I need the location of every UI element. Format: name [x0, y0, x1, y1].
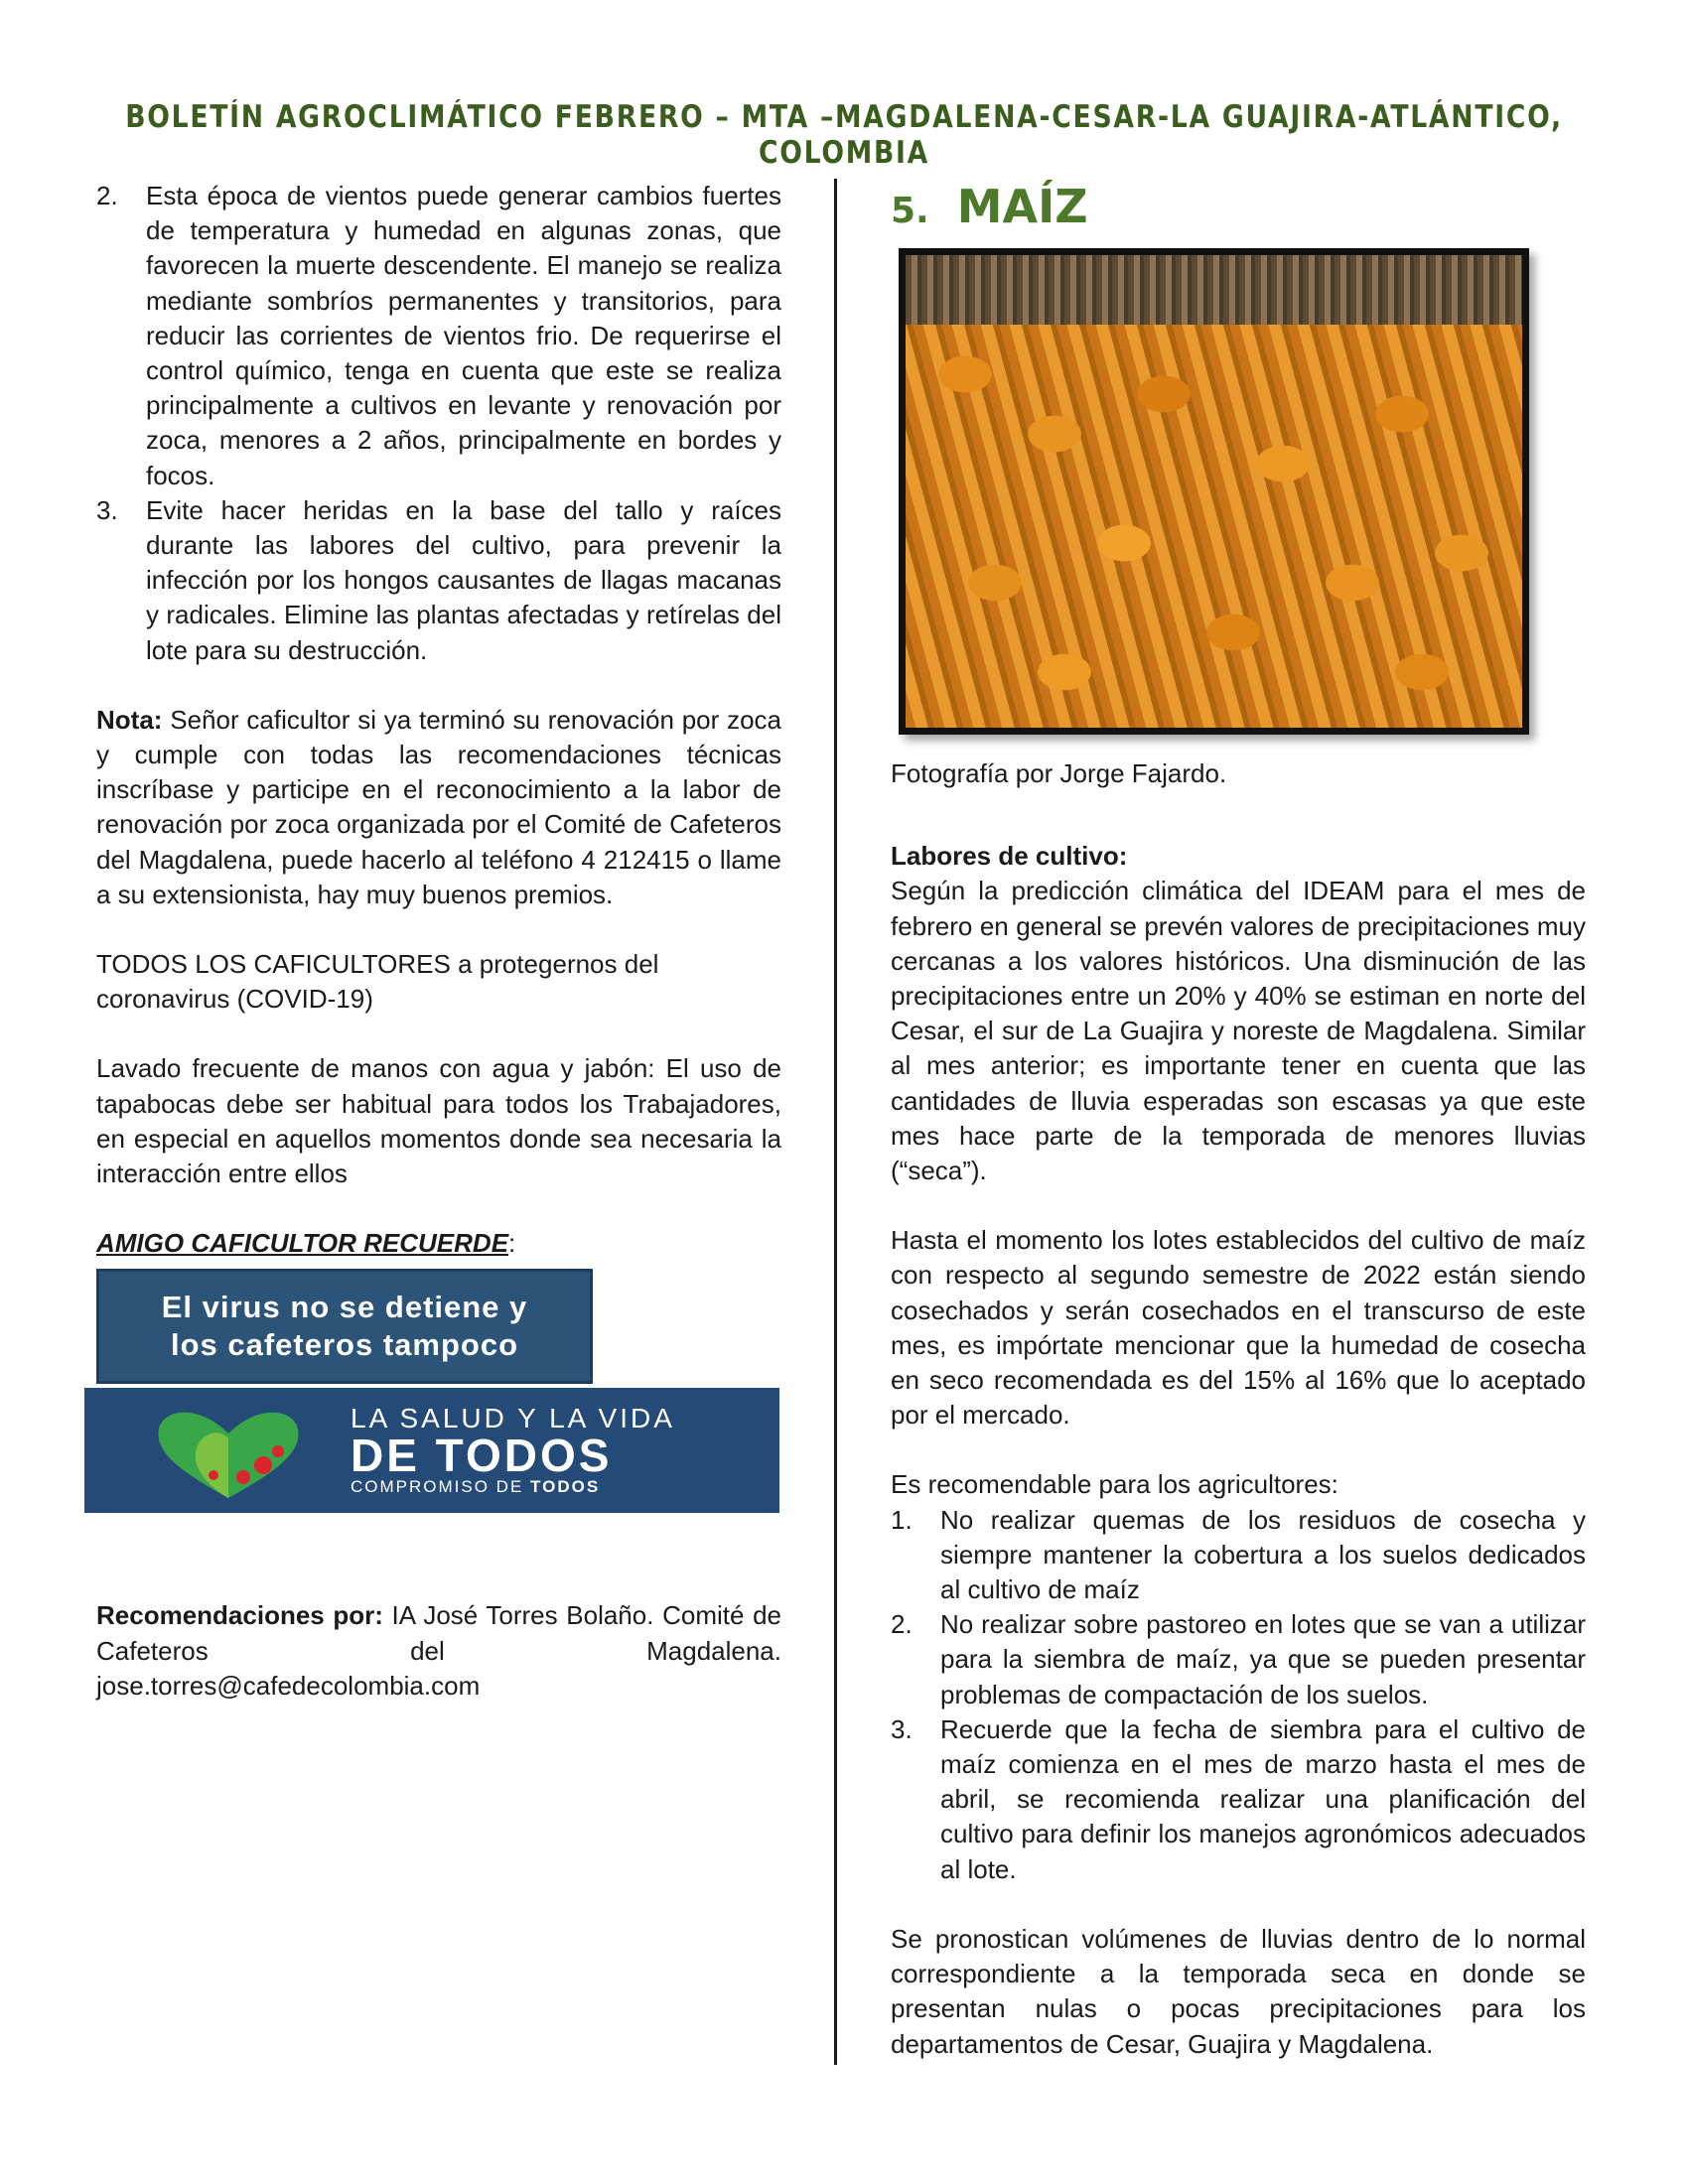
column-divider: [834, 179, 837, 2065]
health-campaign-line3-a: COMPROMISO DE: [351, 1477, 531, 1497]
reminder-heading: AMIGO CAFICULTOR RECUERDE: [96, 1228, 509, 1259]
credit-text: IA José Torres Bolaño. Comité de Cafeteros del Magdalena. jose.torres@cafedecolombia.com: [96, 1600, 781, 1701]
list-item: [891, 1503, 1586, 1608]
note-label: Nota:: [96, 704, 163, 735]
list-text: No realizar sobre pastoreo en lotes que se van a utilizar para la siembra de maíz, ya que se pueden presentar problemas de compactación de los suelos.: [940, 1609, 1586, 1709]
right-column: [891, 179, 1586, 2062]
list-number: 2.: [891, 1609, 913, 1640]
climate-paragraph: Según la predicción climática del IDEAM para el mes de febrero en general se prevén valores de precipitaciones muy cercanas a los valores históricos. Una disminución de las precipitaciones entre un 20% y 40% se estiman en norte del Cesar, el sur de La Guajira y noreste de Magdalena. Similar al mes anterior; es importante tener en cuenta que las cantidades de lluvia esperadas son escasas ya que este mes hace parte de la temporada de menores lluvias (“seca”).: [891, 876, 1586, 1186]
list-number: 2.: [96, 181, 118, 210]
list-text: Recuerde que la fecha de siembra para el cultivo de maíz comienza en el mes de marzo hasta el mes de abril, se recomienda realizar una planificación del cultivo para definir los manejos agronómicos adecuados al lote.: [940, 1713, 1586, 1884]
health-campaign-line1: LA SALUD Y LA VIDA: [351, 1403, 675, 1434]
reminder-colon: :: [508, 1228, 516, 1259]
list-item: [891, 1607, 1586, 1712]
corn-harvest-photo: [899, 248, 1529, 735]
virus-banner-line2: los cafeteros tampoco: [170, 1327, 519, 1363]
forecast-paragraph: Se pronostican volúmenes de lluvias dentro de lo normal correspondiente a la temporada seca en donde se presentan nulas o pocas precipitaciones para los departamentos de Cesar, Guajira y Magdalena.: [891, 1923, 1586, 2059]
health-campaign-line3: [351, 1477, 675, 1497]
virus-banner: [96, 1269, 593, 1384]
list-text: Evite hacer heridas en la base del tallo y raíces durante las labores del cultivo, para prevenir la infección por los hongos causantes de llagas macanas y radicales. Elimine las plantas afectadas y retírelas del lote para su destrucción.: [146, 494, 781, 665]
list-item: [96, 179, 781, 493]
labores-heading: Labores de cultivo:: [891, 841, 1128, 872]
recommendations-intro: Es recomendable para los agricultores:: [891, 1469, 1338, 1500]
photo-background: [906, 255, 1522, 325]
list-text: Esta época de vientos puede generar cambios fuertes de temperatura y humedad en algunas zonas, que favorecen la muerte descendente. El manejo se realiza mediante sombríos permanentes y transitorios, para reducir las corrientes de vientos frio. De requerirse el control químico, tenga en cuenta que este se realiza principalmente a cultivos en levante y renovación por zoca, menores a 2 años, principalmente en bordes y focos.: [146, 181, 781, 490]
list-number: 1.: [891, 1504, 913, 1535]
note-paragraph: [96, 703, 781, 912]
list-item: [891, 1712, 1586, 1887]
section-name: MAÍZ: [956, 180, 1088, 233]
handwashing-paragraph: Lavado frecuente de manos con agua y jabón: El uso de tapabocas debe ser habitual para todos los Trabajadores, en especial en aquellos momentos donde sea necesaria la interacción entre ellos: [96, 1053, 781, 1189]
harvest-paragraph: Hasta el momento los lotes establecidos del cultivo de maíz con respecto al segundo semestre de 2022 están siendo cosechados y serán cosechados en el transcurso de este mes, es impórtate mencionar que la humedad de cosecha en seco recomendada es del 15% al 16% que lo aceptado por el mercado.: [891, 1225, 1586, 1431]
covid-paragraph: TODOS LOS CAFICULTORES a protegernos del coronavirus (COVID-19): [96, 949, 659, 1015]
credit-label: Recomendaciones por:: [96, 1600, 383, 1631]
photo-caption: Fotografía por Jorge Fajardo.: [891, 758, 1227, 788]
section-title: [891, 179, 1586, 234]
health-campaign-line3-b: TODOS: [530, 1477, 601, 1497]
recommendations-credit: [96, 1598, 781, 1704]
health-campaign-line2: DE TODOS: [351, 1430, 613, 1482]
bulletin-header: BOLETÍN AGROCLIMÁTICO FEBRERO – MTA –MAGDALENA-CESAR-LA GUAJIRA-ATLÁNTICO, COLOMBIA: [125, 99, 1563, 171]
health-campaign-banner: [84, 1388, 779, 1513]
list-item: [96, 493, 781, 668]
heart-logo-icon: [144, 1404, 313, 1503]
section-number: 5.: [891, 191, 929, 231]
coffee-recommendations-list: [96, 179, 781, 668]
list-number: 3.: [96, 494, 118, 525]
virus-banner-line1: El virus no se detiene y: [161, 1290, 528, 1325]
health-campaign-text: [351, 1404, 675, 1497]
corn-recommendations-list: [891, 1503, 1586, 1887]
list-text: No realizar quemas de los residuos de cosecha y siempre mantener la cobertura a los suelos dedicados al cultivo de maíz: [940, 1504, 1586, 1605]
list-number: 3.: [891, 1713, 913, 1744]
left-column: [96, 179, 781, 1704]
note-text: Señor caficultor si ya terminó su renovación por zoca y cumple con todas las recomendaciones técnicas inscríbase y participe en el reconocimiento a la labor de renovación por zoca organizada por el Comité de Cafeteros del Magdalena, puede hacerlo al teléfono 4 212415 o llame a su extensionista, hay muy buenos premios.: [96, 704, 781, 909]
reminder-line: [96, 1226, 781, 1261]
